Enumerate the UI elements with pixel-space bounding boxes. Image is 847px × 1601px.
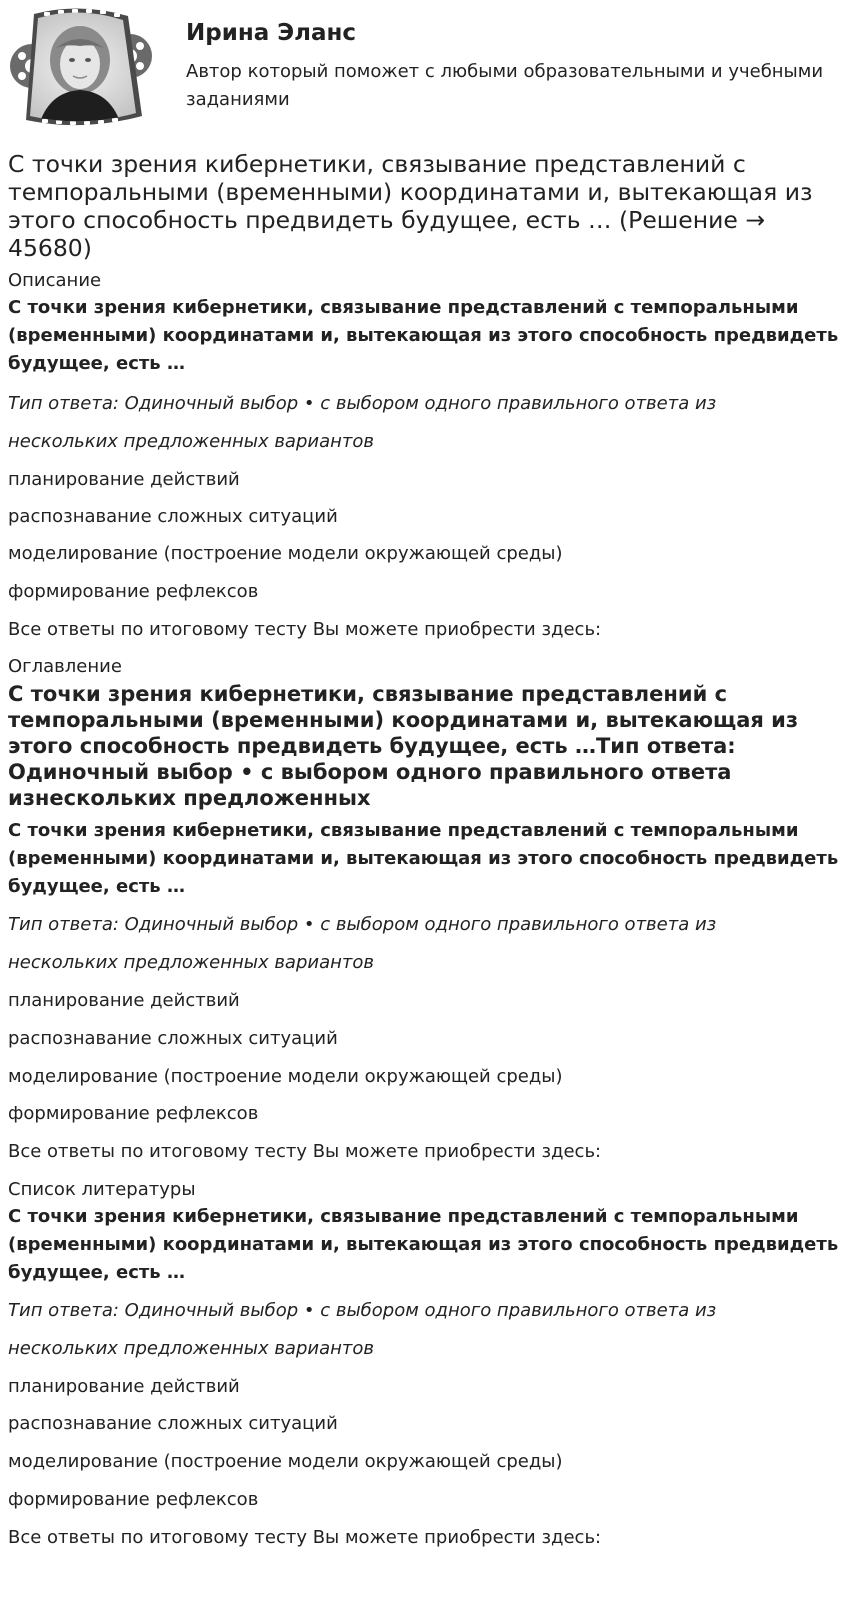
toc-question: С точки зрения кибернетики, связывание представлений с темпоральными (временными) координатами и, вытекающая из этого способность предвидеть будущее, есть … <box>8 820 839 897</box>
literature-question: С точки зрения кибернетики, связывание представлений с темпоральными (временными) координатами и, вытекающая из этого способность предвидеть будущее, есть … <box>8 1206 839 1283</box>
toc-option: моделирование (построение модели окружающей среды) <box>8 1066 563 1087</box>
toc-footer: Все ответы по итоговому тесту Вы можете приобрести здесь: <box>8 1141 602 1162</box>
literature-option: планирование действий <box>8 1376 240 1397</box>
description-option: формирование рефлексов <box>8 581 259 602</box>
literature-option: распознавание сложных ситуаций <box>8 1413 338 1434</box>
author-card <box>8 8 839 126</box>
description-option: планирование действий <box>8 469 240 490</box>
toc-option: распознавание сложных ситуаций <box>8 1028 338 1049</box>
description-answer-type-line1: Тип ответа: Одиночный выбор • с выбором одного правильного ответа из <box>8 393 717 414</box>
literature-footer: Все ответы по итоговому тесту Вы можете приобрести здесь: <box>8 1527 602 1548</box>
description-footer: Все ответы по итоговому тесту Вы можете приобрести здесь: <box>8 619 602 640</box>
toc-heading: С точки зрения кибернетики, связывание представлений с темпоральными (временными) координатами и, вытекающая из этого способность предвидеть будущее, есть …Тип ответа: Одиночный выбор • с выбором одного правильного ответа изнескольких предложенных <box>8 682 799 810</box>
section-label-toc: Оглавление <box>8 656 122 677</box>
toc-answer-type-line2: нескольких предложенных вариантов <box>8 952 374 973</box>
literature-option: формирование рефлексов <box>8 1489 259 1510</box>
author-avatar <box>8 8 153 126</box>
description-option: моделирование (построение модели окружающей среды) <box>8 543 563 564</box>
description-answer-type-line2: нескольких предложенных вариантов <box>8 431 374 452</box>
literature-answer-type-line1: Тип ответа: Одиночный выбор • с выбором одного правильного ответа из <box>8 1300 717 1321</box>
toc-option: формирование рефлексов <box>8 1103 259 1124</box>
description-question: С точки зрения кибернетики, связывание представлений с темпоральными (временными) координатами и, вытекающая из этого способность предвидеть будущее, есть … <box>8 297 839 374</box>
toc-option: планирование действий <box>8 990 240 1011</box>
literature-answer-type-line2: нескольких предложенных вариантов <box>8 1338 374 1359</box>
page-title: С точки зрения кибернетики, связывание представлений с темпоральными (временными) координатами и, вытекающая из этого способность предвидеть будущее, есть … (Решение → 45680) <box>8 150 813 262</box>
author-name[interactable]: Ирина Эланс <box>186 20 357 46</box>
toc-answer-type-line1: Тип ответа: Одиночный выбор • с выбором одного правильного ответа из <box>8 914 717 935</box>
literature-option: моделирование (построение модели окружающей среды) <box>8 1451 563 1472</box>
author-description: Автор который поможет с любыми образовательными и учебными заданиями <box>186 61 824 110</box>
section-label-description: Описание <box>8 270 102 291</box>
description-option: распознавание сложных ситуаций <box>8 506 338 527</box>
section-label-literature: Список литературы <box>8 1179 196 1200</box>
